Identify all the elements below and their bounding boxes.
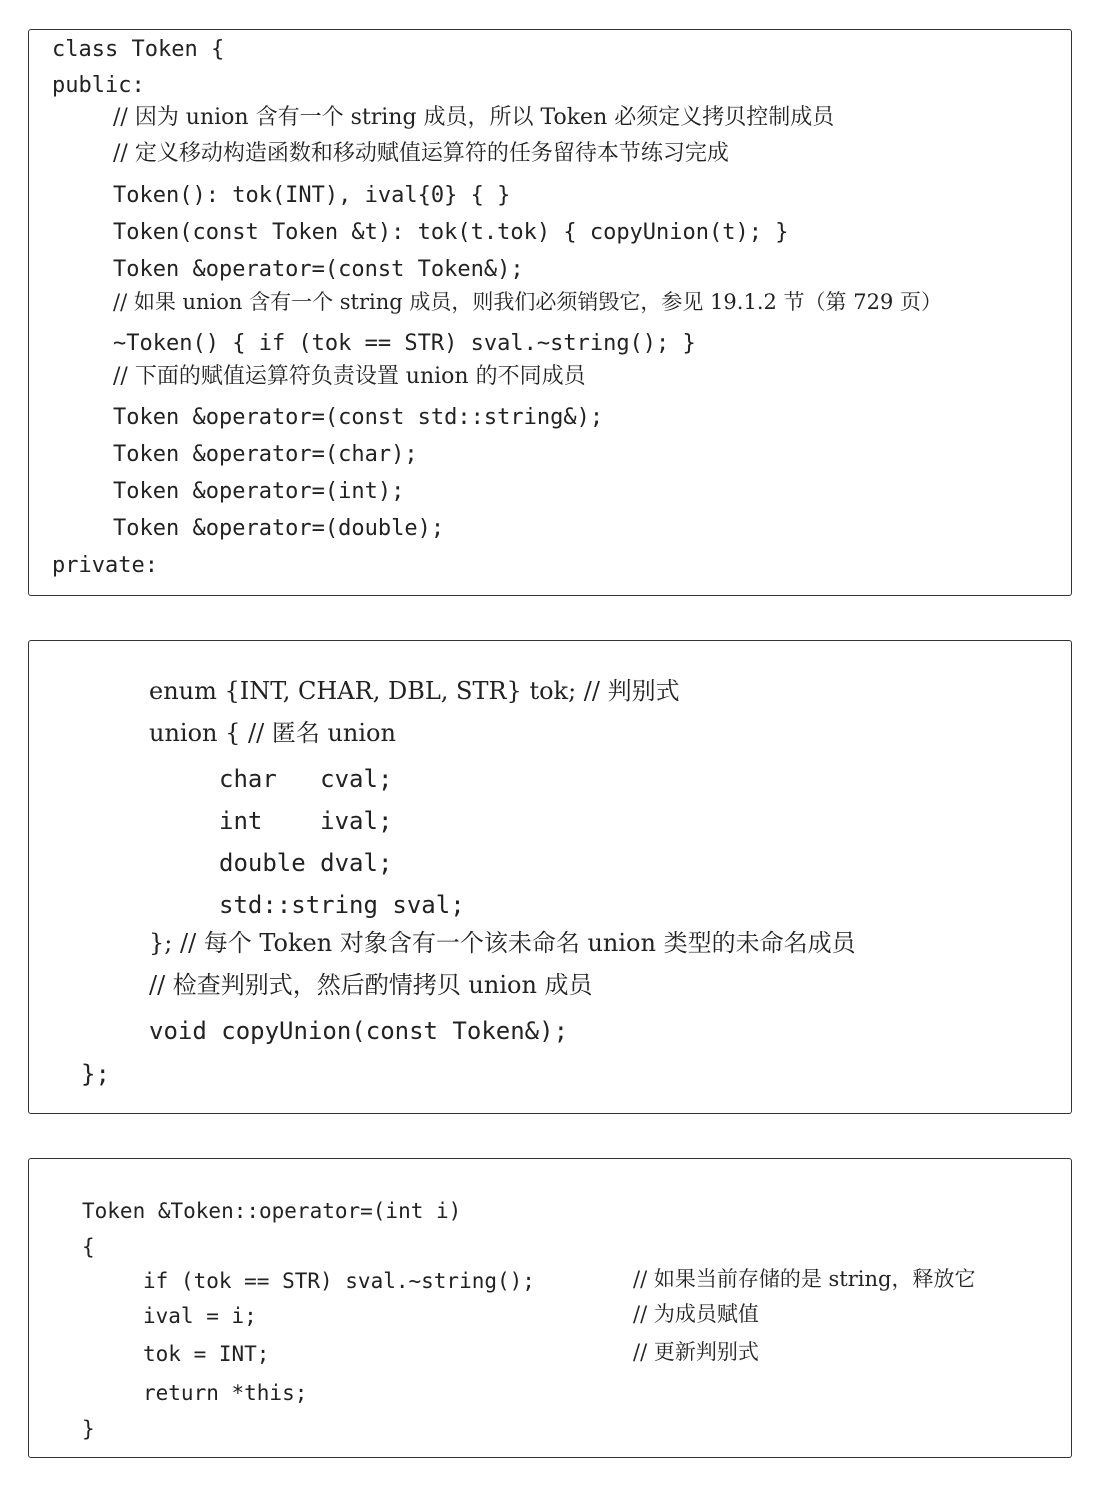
code-line: char cval;	[219, 765, 393, 793]
code-line: }	[82, 1417, 95, 1441]
code-line: Token &Token::operator=(int i)	[82, 1199, 462, 1223]
code-comment: // 因为 union 含有一个 string 成员，所以 Token 必须定义拷贝控制成员	[113, 105, 835, 130]
code-comment: // 如果 union 含有一个 string 成员，则我们必须销毁它，参见 19.1.2 节（第 729 页）	[113, 290, 942, 314]
code-block-class-token-private	[28, 640, 1072, 1114]
code-line: tok = INT;	[143, 1342, 270, 1366]
code-line: Token &operator=(double);	[113, 516, 445, 541]
code-comment: // 如果当前存储的是 string，释放它	[633, 1267, 976, 1291]
code-line: enum {INT, CHAR, DBL, STR} tok; // 判别式	[149, 677, 680, 705]
code-line: private:	[52, 553, 158, 578]
code-line: double dval;	[219, 849, 393, 877]
code-comment: // 定义移动构造函数和移动赋值运算符的任务留待本节练习完成	[113, 141, 729, 166]
code-line: return *this;	[143, 1381, 308, 1405]
code-block-class-token-public	[28, 29, 1072, 596]
code-line: Token &operator=(const std::string&);	[113, 405, 604, 430]
code-line: union { // 匿名 union	[149, 719, 396, 747]
code-line: {	[82, 1235, 95, 1259]
code-comment: // 检查判别式，然后酌情拷贝 union 成员	[149, 971, 593, 999]
code-comment: // 更新判别式	[633, 1340, 759, 1364]
code-line: Token(): tok(INT), ival{0} { }	[113, 183, 511, 208]
code-block-operator-assign-int	[28, 1158, 1072, 1458]
code-line: ~Token() { if (tok == STR) sval.~string(); }	[113, 331, 696, 356]
code-line: int ival;	[219, 807, 393, 835]
code-comment: // 为成员赋值	[633, 1302, 759, 1326]
code-line: Token &operator=(int);	[113, 479, 405, 504]
code-line: Token &operator=(const Token&);	[113, 257, 524, 282]
code-line: Token &operator=(char);	[113, 442, 418, 467]
code-line: };	[81, 1060, 110, 1088]
code-comment: }; // 每个 Token 对象含有一个该未命名 union 类型的未命名成员	[149, 929, 856, 957]
code-line: class Token {	[52, 37, 225, 62]
code-line: std::string sval;	[219, 891, 465, 919]
code-line: public:	[52, 73, 145, 98]
code-comment: // 下面的赋值运算符负责设置 union 的不同成员	[113, 364, 586, 389]
code-line: Token(const Token &t): tok(t.tok) { copyUnion(t); }	[113, 220, 789, 245]
code-line: if (tok == STR) sval.~string();	[143, 1269, 535, 1293]
code-line: ival = i;	[143, 1304, 257, 1328]
code-line: void copyUnion(const Token&);	[149, 1017, 569, 1045]
